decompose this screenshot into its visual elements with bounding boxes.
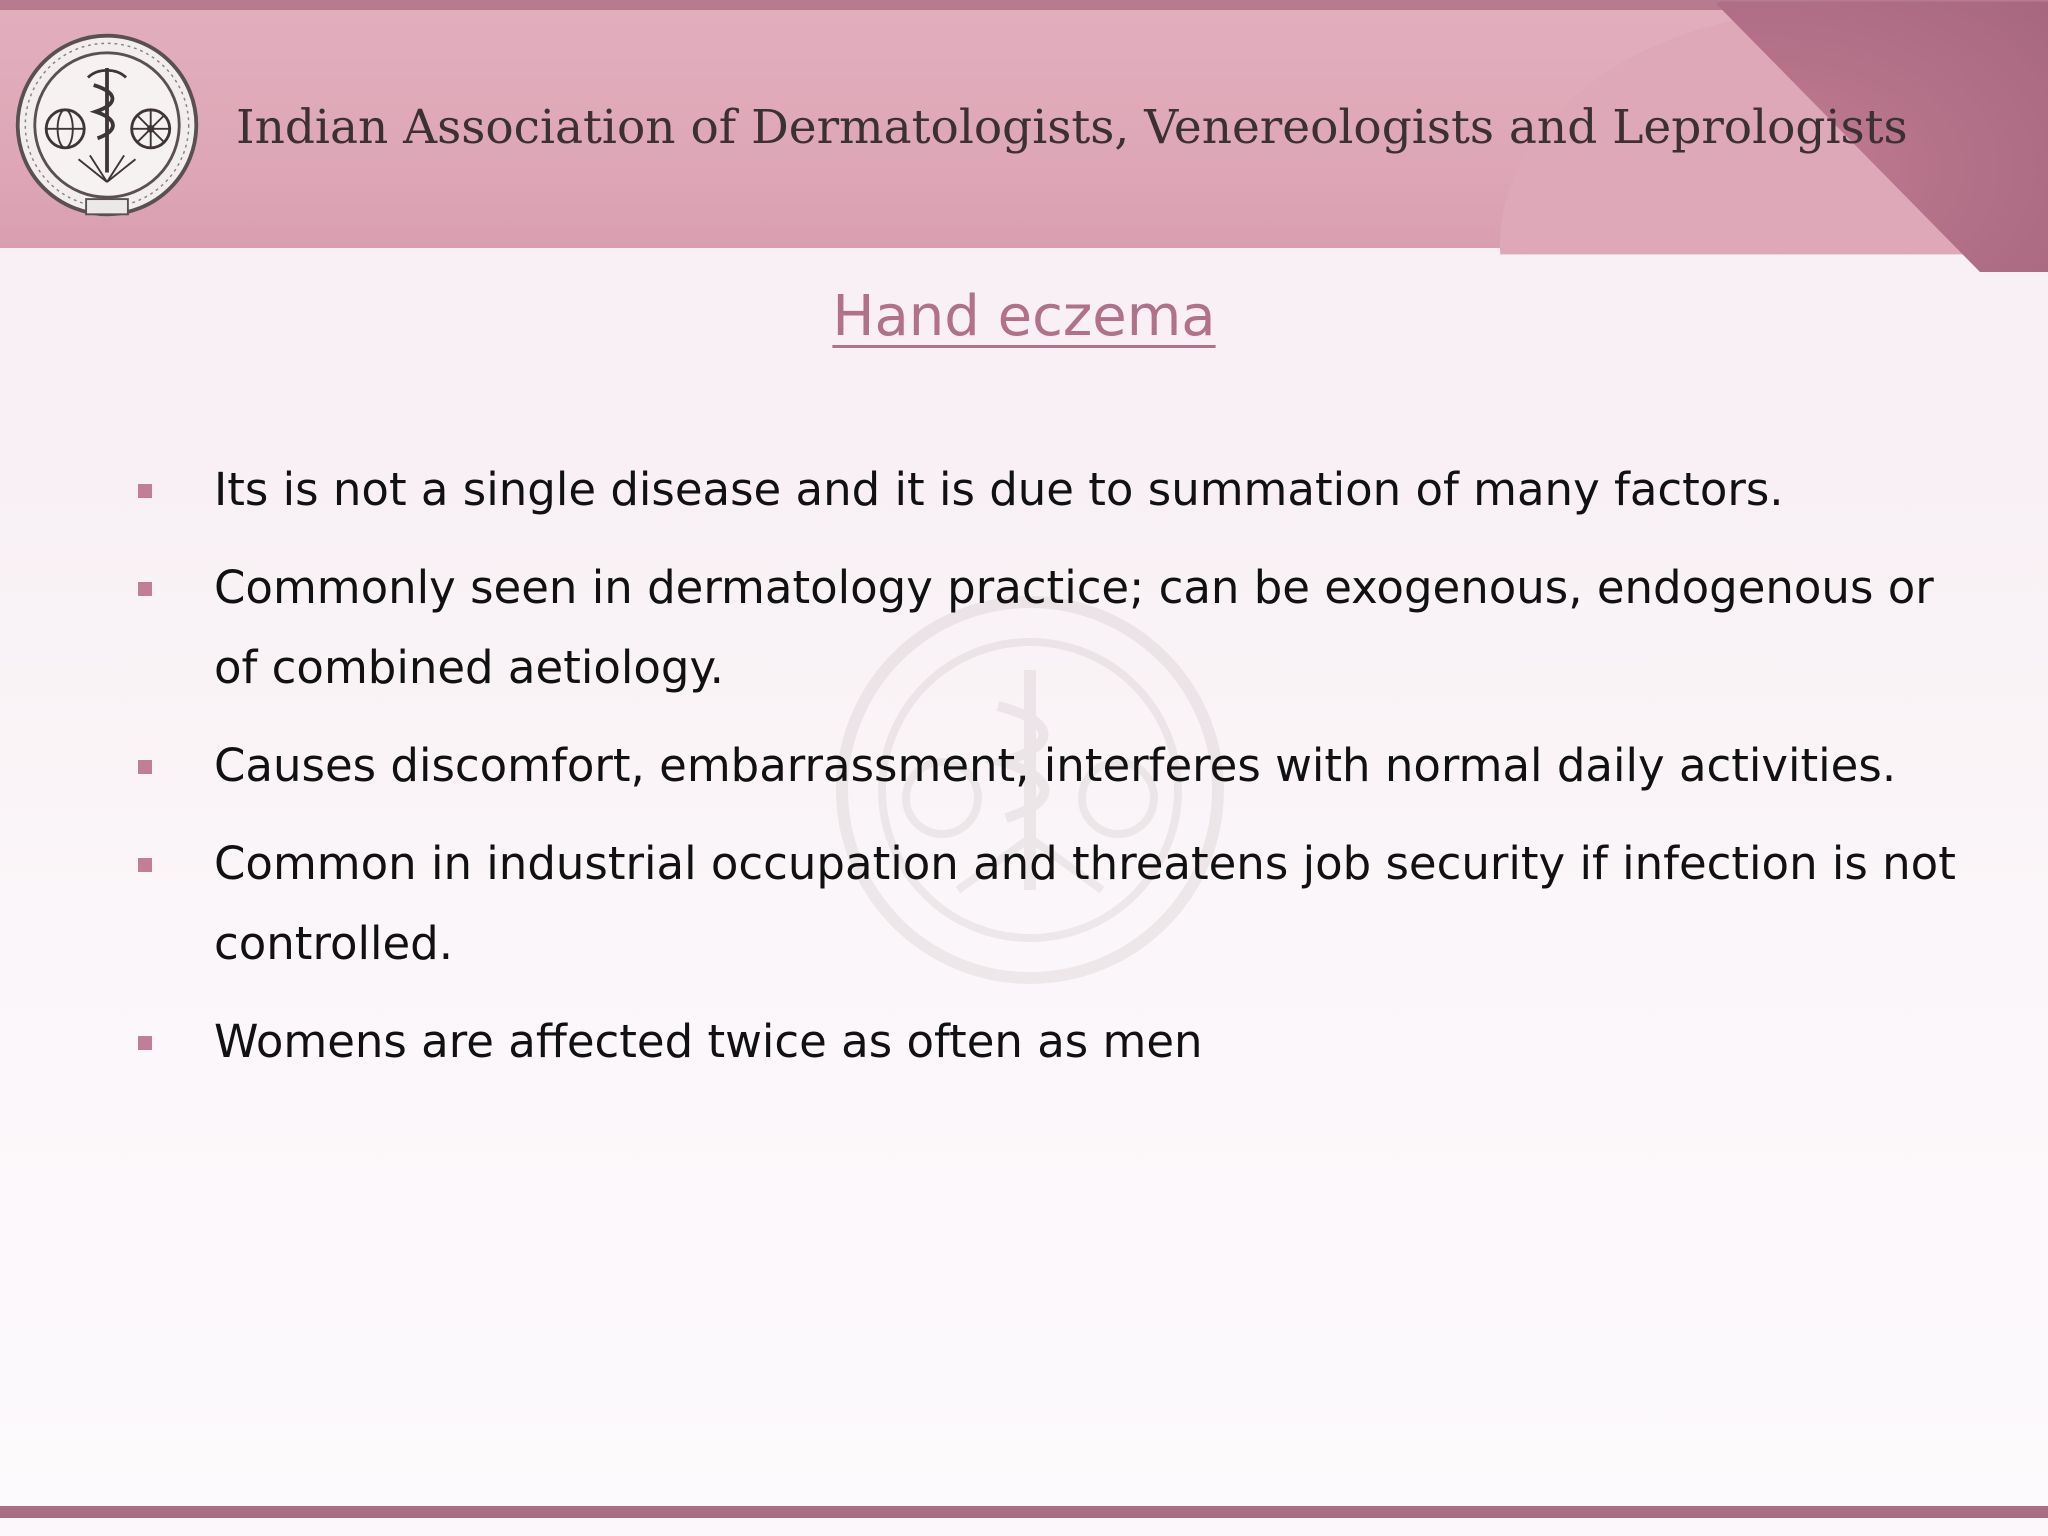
square-bullet-icon xyxy=(138,1036,152,1050)
header-band xyxy=(0,0,2048,248)
bullet-text: Its is not a single disease and it is due to summation of many factors. xyxy=(214,463,1784,516)
org-name: Indian Association of Dermatologists, Venereologists and Leprologists xyxy=(236,100,1908,155)
bullet-text: Common in industrial occupation and threatens job security if infection is not controlled. xyxy=(214,837,1956,970)
bullet-text: Causes discomfort, embarrassment, interferes with normal daily activities. xyxy=(214,739,1897,792)
bullet-item xyxy=(136,1002,1956,1082)
footer-base xyxy=(0,1518,2048,1536)
bullet-text: Womens are affected twice as often as men xyxy=(214,1015,1203,1068)
bullet-list xyxy=(136,450,1956,1100)
slide-title-container xyxy=(0,284,2048,349)
bullet-item xyxy=(136,548,1956,708)
bullet-item xyxy=(136,726,1956,806)
slide-title: Hand eczema xyxy=(832,284,1216,349)
square-bullet-icon xyxy=(138,858,152,872)
bullet-text: Commonly seen in dermatology practice; can be exogenous, endogenous or of combined aetiology. xyxy=(214,561,1934,694)
bullet-item xyxy=(136,450,1956,530)
square-bullet-icon xyxy=(138,582,152,596)
iadvl-emblem-icon xyxy=(12,30,202,220)
footer-line xyxy=(0,1506,2048,1518)
square-bullet-icon xyxy=(138,484,152,498)
square-bullet-icon xyxy=(138,760,152,774)
bullet-item xyxy=(136,824,1956,984)
